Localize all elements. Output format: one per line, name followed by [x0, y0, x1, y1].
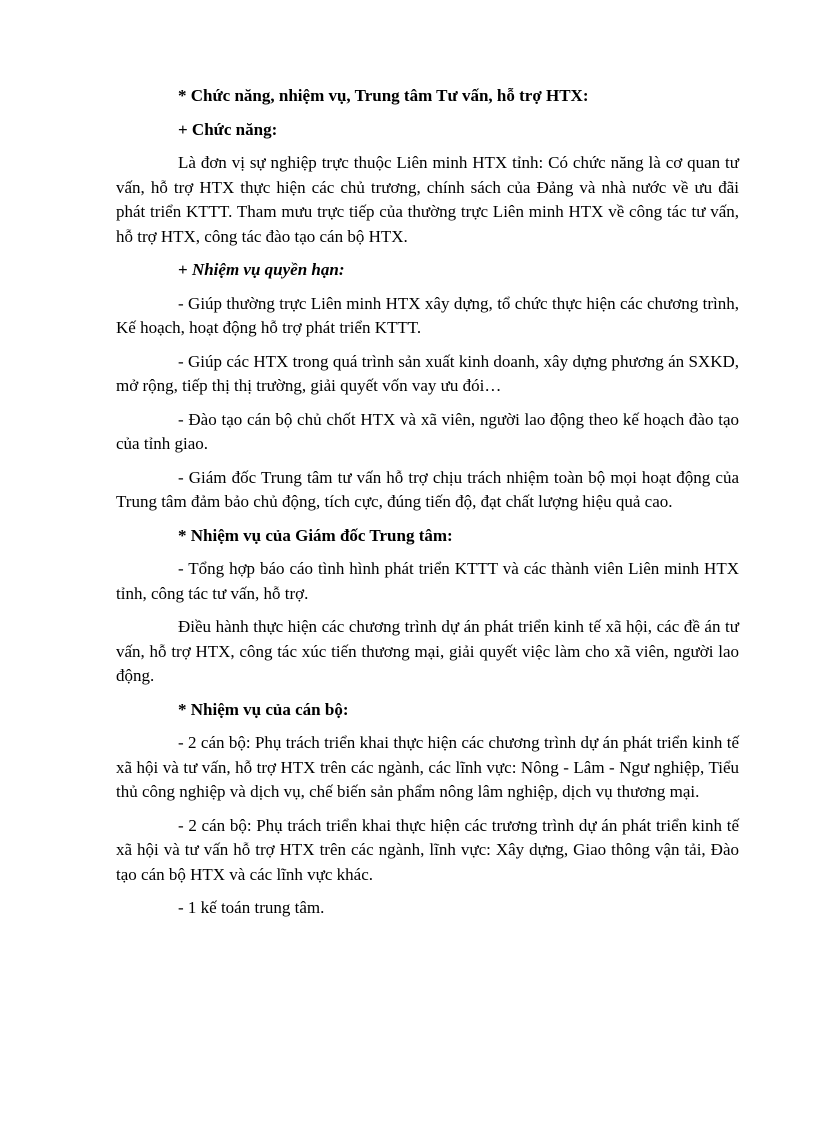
duty-item-1: - Giúp thường trực Liên minh HTX xây dựng, tổ chức thực hiện các chương trình, Kế hoạch, hoạt động hỗ trợ phát triển KTTT.	[116, 293, 739, 337]
staff-item-1: - 2 cán bộ: Phụ trách triển khai thực hiện các chương trình dự án phát triển kinh tế xã hội và tư vấn, hỗ trợ HTX trên các ngành, các lĩnh vực: Nông - Lâm - Ngư nghiệp, Tiểu thủ công nghiệp và dịch vụ, chế biến sản phẩm nông lâm nghiệp, dịch vụ thương mại.	[116, 733, 739, 801]
director-item-1: - Tổng hợp báo cáo tình hình phát triển KTTT và các thành viên Liên minh HTX tỉnh, công tác tư vấn, hỗ trợ.	[116, 559, 739, 603]
staff-heading: * Nhiệm vụ của cán bộ:	[178, 699, 349, 719]
function-paragraph: Là đơn vị sự nghiệp trực thuộc Liên minh HTX tỉnh: Có chức năng là cơ quan tư vấn, hỗ trợ HTX thực hiện các chủ trương, chính sách của Đảng và nhà nước về ưu đãi phát triển KTTT. Tham mưu trực tiếp của thường trực Liên minh HTX về công tác tư vấn, hỗ trợ HTX, công tác đào tạo cán bộ HTX.	[116, 153, 739, 246]
document-page	[116, 84, 739, 930]
duties-heading	[116, 258, 739, 283]
section-heading: * Chức năng, nhiệm vụ, Trung tâm Tư vấn, hỗ trợ HTX:	[178, 86, 589, 105]
duty-item-3: - Đào tạo cán bộ chủ chốt HTX và xã viên, người lao động theo kế hoạch đào tạo của tỉnh giao.	[116, 409, 739, 453]
duties-heading-prefix: +	[178, 260, 192, 279]
staff-item-3: - 1 kế toán trung tâm.	[178, 898, 325, 917]
director-item-2: Điều hành thực hiện các chương trình dự án phát triển kinh tế xã hội, các đề án tư vấn, hỗ trợ HTX, công tác xúc tiến thương mại, giải quyết việc làm cho xã viên, người lao động.	[116, 617, 739, 685]
duty-item-2: - Giúp các HTX trong quá trình sản xuất kinh doanh, xây dựng phương án SXKD, mở rộng, tiếp thị thị trường, giải quyết vốn vay ưu đói…	[116, 351, 739, 395]
function-heading: + Chức năng:	[178, 119, 278, 139]
duties-heading-text: Nhiệm vụ quyền hạn:	[191, 260, 345, 279]
staff-item-2: - 2 cán bộ: Phụ trách triển khai thực hiện các trương trình dự án phát triển kinh tế xã hội và tư vấn hỗ trợ HTX trên các ngành, lĩnh vực: Xây dựng, Giao thông vận tải, Đào tạo cán bộ HTX và các lĩnh vực khác.	[116, 815, 739, 884]
director-heading: * Nhiệm vụ của Giám đốc Trung tâm:	[178, 525, 453, 545]
duty-item-4: - Giám đốc Trung tâm tư vấn hỗ trợ chịu trách nhiệm toàn bộ mọi hoạt động của Trung tâm đảm bảo chủ động, tích cực, đúng tiến độ, đạt chất lượng hiệu quả cao.	[116, 467, 739, 511]
